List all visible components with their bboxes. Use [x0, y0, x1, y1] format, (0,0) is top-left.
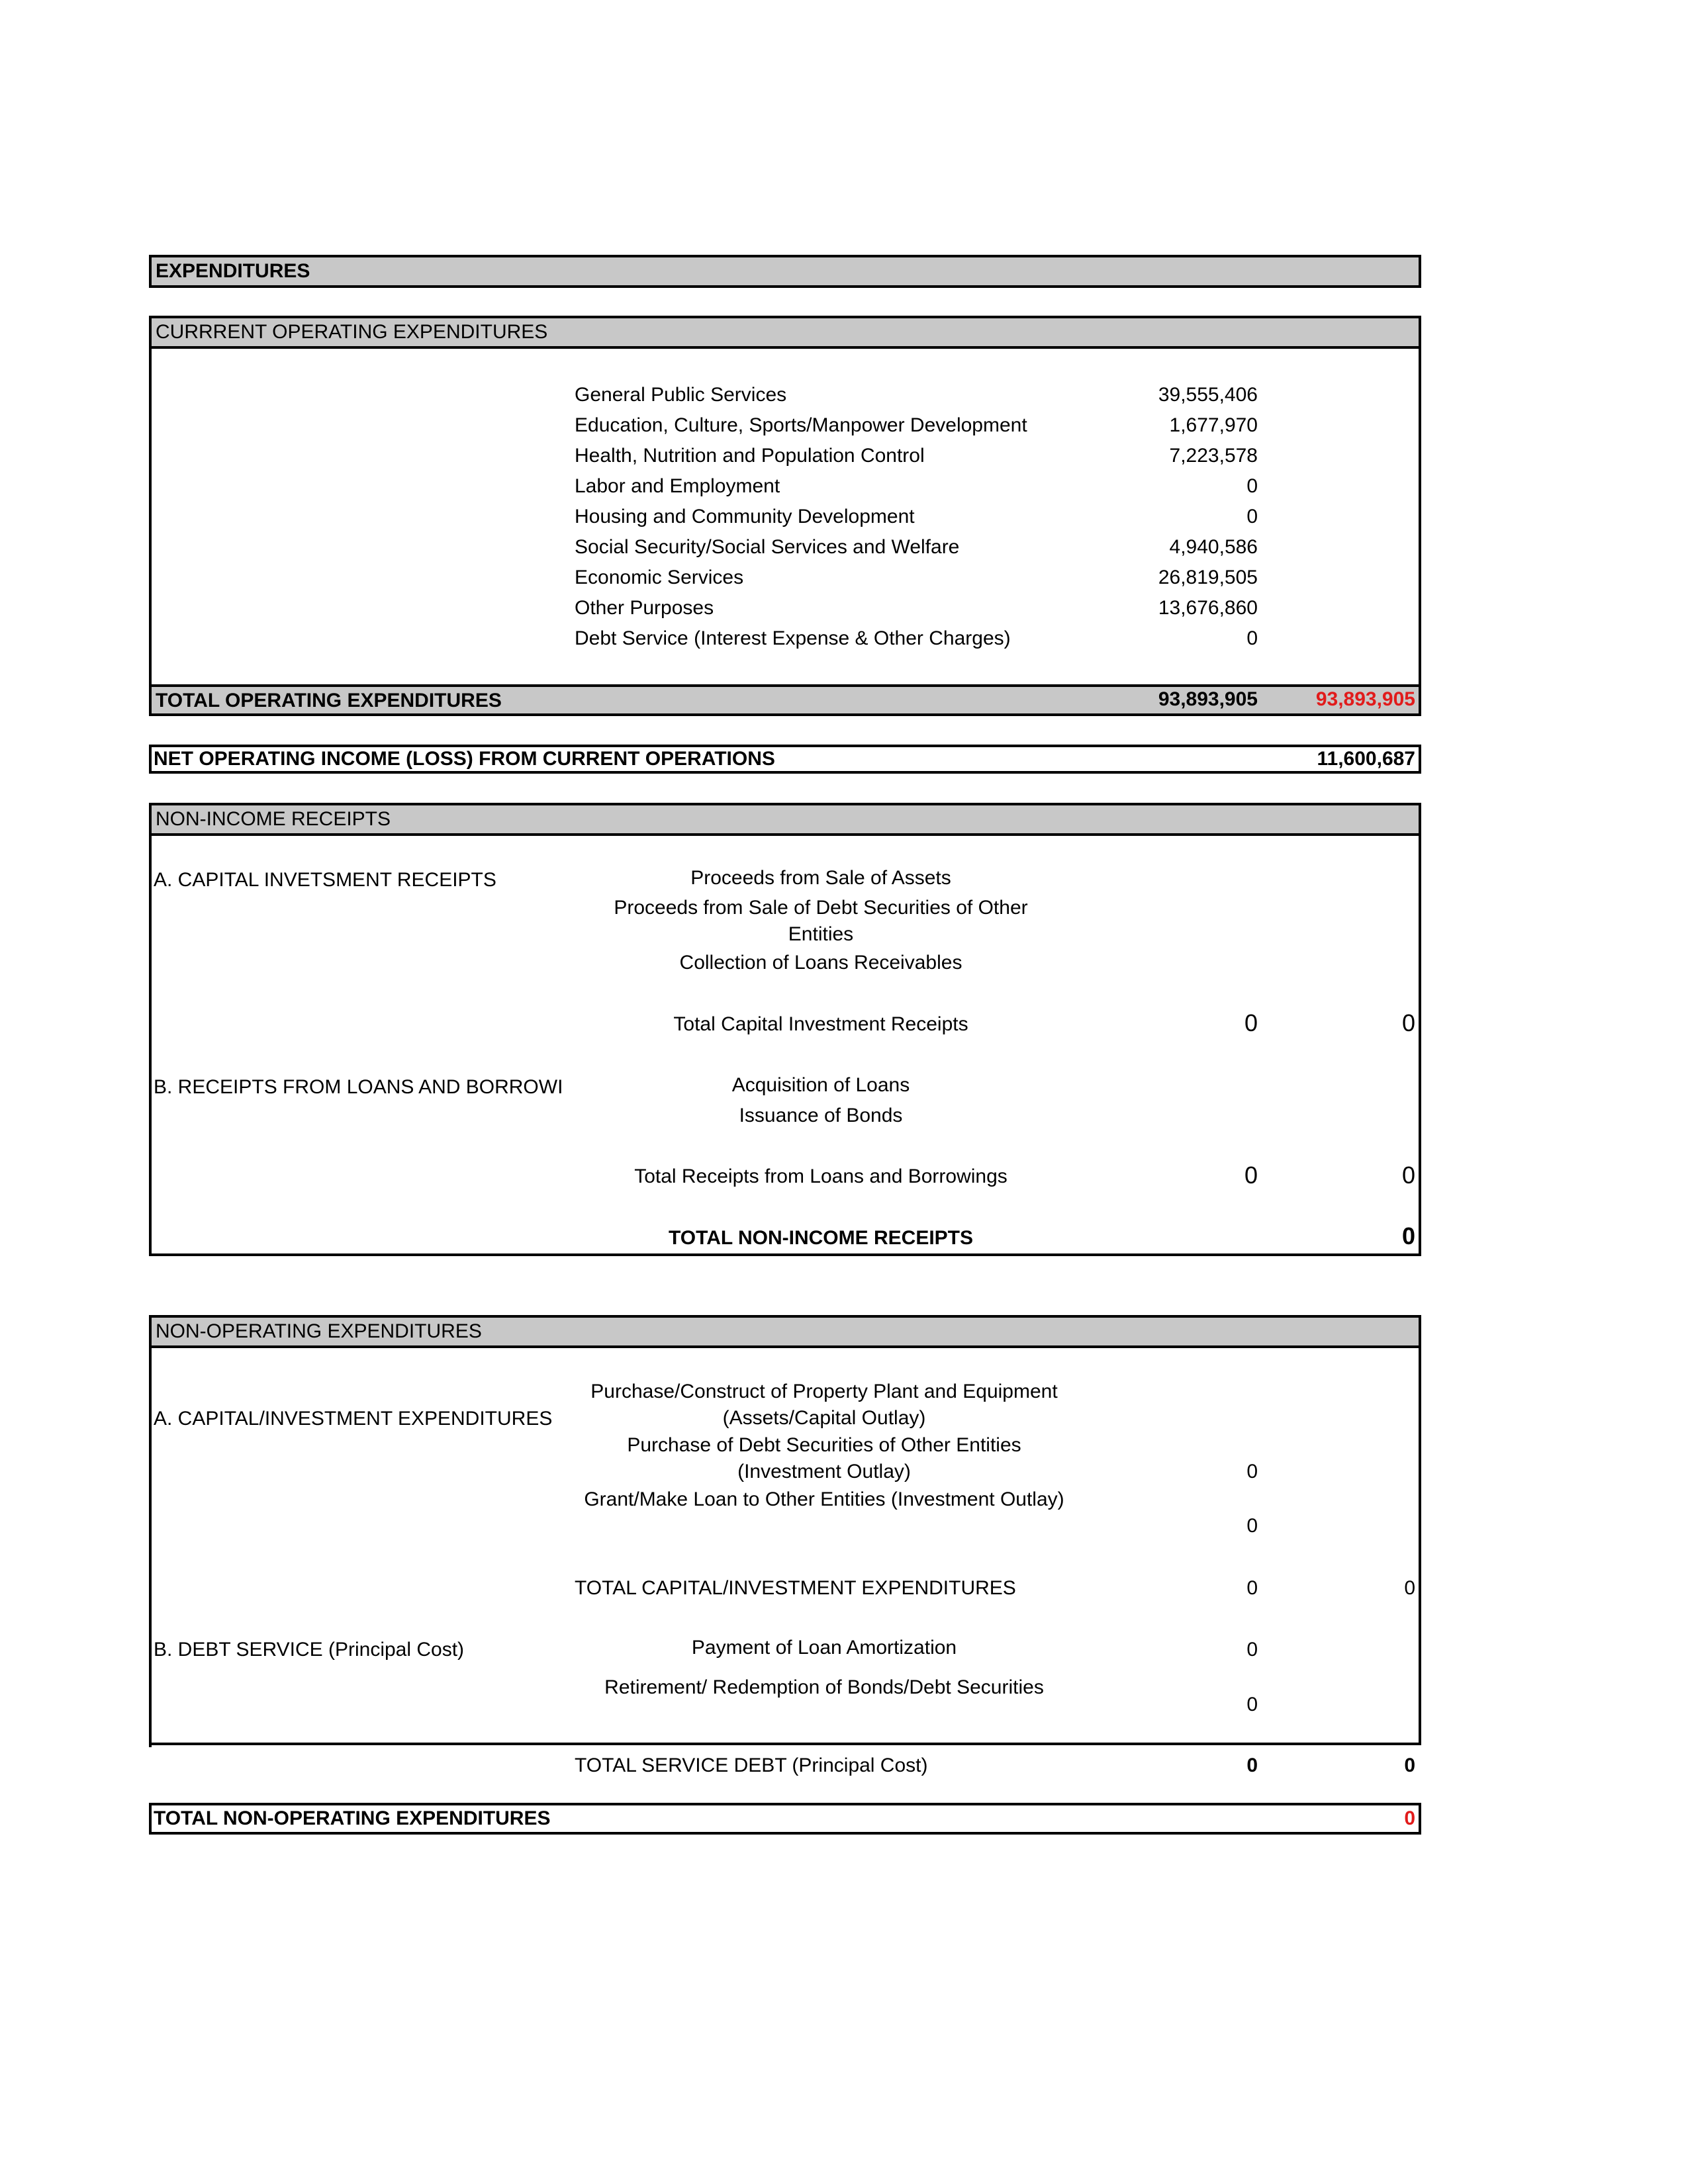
item-label: Housing and Community Development — [575, 506, 915, 527]
total-capital-investment-expenditures-label: TOTAL CAPITAL/INVESTMENT EXPENDITURES — [575, 1577, 1016, 1599]
total-operating-value-highlight: 93,893,905 — [1315, 688, 1415, 710]
total-non-income-label: TOTAL NON-INCOME RECEIPTS — [668, 1227, 974, 1249]
item-value: 0 — [1246, 627, 1258, 649]
total-non-operating-value: 0 — [1404, 1807, 1415, 1829]
item-label: Debt Service (Interest Expense & Other Charges) — [575, 627, 1011, 649]
expenditure-item: Purchase/Construct of Property Plant and Equipment (Assets/Capital Outlay) — [590, 1381, 1058, 1429]
item-label: Education, Culture, Sports/Manpower Development — [575, 414, 1027, 436]
expenditure-item: Payment of Loan Amortization — [691, 1637, 957, 1659]
expenditure-item-value: 0 — [1246, 1515, 1258, 1537]
item-value: 0 — [1246, 506, 1258, 527]
receipt-item: Acquisition of Loans — [731, 1074, 910, 1096]
expenditure-item: Retirement/ Redemption of Bonds/Debt Securities — [604, 1676, 1044, 1698]
total-capital-investment-expenditures-value: 0 — [1246, 1577, 1258, 1599]
total-capital-investment-receipts-label: Total Capital Investment Receipts — [673, 1013, 968, 1035]
capital-investment-receipts-label: A. CAPITAL INVETSMENT RECEIPTS — [154, 869, 496, 891]
item-value: 26,819,505 — [1158, 567, 1258, 588]
item-label: Social Security/Social Services and Welfare — [575, 536, 960, 558]
total-service-debt-label: TOTAL SERVICE DEBT (Principal Cost) — [575, 1754, 928, 1776]
expenditure-item-value: 0 — [1246, 1639, 1258, 1661]
debt-service-label: B. DEBT SERVICE (Principal Cost) — [154, 1639, 465, 1661]
item-value: 1,677,970 — [1169, 414, 1258, 436]
total-capital-investment-expenditures-value-col2: 0 — [1404, 1577, 1415, 1599]
item-value: 4,940,586 — [1169, 536, 1258, 558]
total-capital-investment-receipts-value-col2: 0 — [1401, 1009, 1415, 1036]
current-operating-header: CURRRENT OPERATING EXPENDITURES — [149, 316, 1421, 349]
item-value: 0 — [1246, 475, 1258, 497]
receipt-item: Collection of Loans Receivables — [679, 952, 962, 974]
item-label: Other Purposes — [575, 597, 714, 619]
receipt-item: Proceeds from Sale of Debt Securities of Other Entities — [614, 897, 1028, 945]
non-operating-left-border — [149, 1315, 152, 1747]
receipt-item: Issuance of Bonds — [739, 1105, 903, 1126]
total-service-debt-value: 0 — [1246, 1754, 1258, 1776]
non-income-header: NON-INCOME RECEIPTS — [149, 803, 1421, 836]
total-loans-borrowings-label: Total Receipts from Loans and Borrowings — [634, 1165, 1008, 1187]
loans-borrowings-label: B. RECEIPTS FROM LOANS AND BORROWI — [154, 1076, 563, 1098]
total-service-debt-value-col2: 0 — [1404, 1754, 1415, 1776]
total-operating-value: 93,893,905 — [1158, 688, 1258, 710]
expenditure-item: Grant/Make Loan to Other Entities (Investment Outlay) — [584, 1488, 1064, 1510]
total-capital-investment-receipts-value: 0 — [1244, 1009, 1258, 1036]
item-label: Economic Services — [575, 567, 744, 588]
item-value: 13,676,860 — [1158, 597, 1258, 619]
receipt-item: Proceeds from Sale of Assets — [690, 867, 951, 889]
item-value: 39,555,406 — [1158, 384, 1258, 406]
total-non-operating-label: TOTAL NON-OPERATING EXPENDITURES — [154, 1807, 551, 1829]
left-border-gap — [148, 1747, 154, 1776]
total-operating-label: TOTAL OPERATING EXPENDITURES — [156, 690, 502, 711]
total-loans-borrowings-value-col2: 0 — [1401, 1161, 1415, 1189]
net-operating-value: 11,600,687 — [1317, 748, 1415, 770]
expenditures-header: EXPENDITURES — [149, 255, 1421, 288]
expenditure-item: Purchase of Debt Securities of Other Entities (Investment Outlay) — [627, 1434, 1021, 1482]
total-non-income-value: 0 — [1401, 1222, 1415, 1250]
item-label: Labor and Employment — [575, 475, 780, 497]
item-label: Health, Nutrition and Population Control — [575, 445, 925, 467]
non-operating-header: NON-OPERATING EXPENDITURES — [149, 1315, 1421, 1348]
net-operating-label: NET OPERATING INCOME (LOSS) FROM CURRENT OPERATIONS — [154, 748, 775, 770]
item-label: General Public Services — [575, 384, 787, 406]
item-value: 7,223,578 — [1169, 445, 1258, 467]
capital-investment-expenditures-label: A. CAPITAL/INVESTMENT EXPENDITURES — [154, 1408, 553, 1430]
total-loans-borrowings-value: 0 — [1244, 1161, 1258, 1189]
expenditure-item-value: 0 — [1246, 1694, 1258, 1715]
expenditure-item-value: 0 — [1246, 1461, 1258, 1482]
